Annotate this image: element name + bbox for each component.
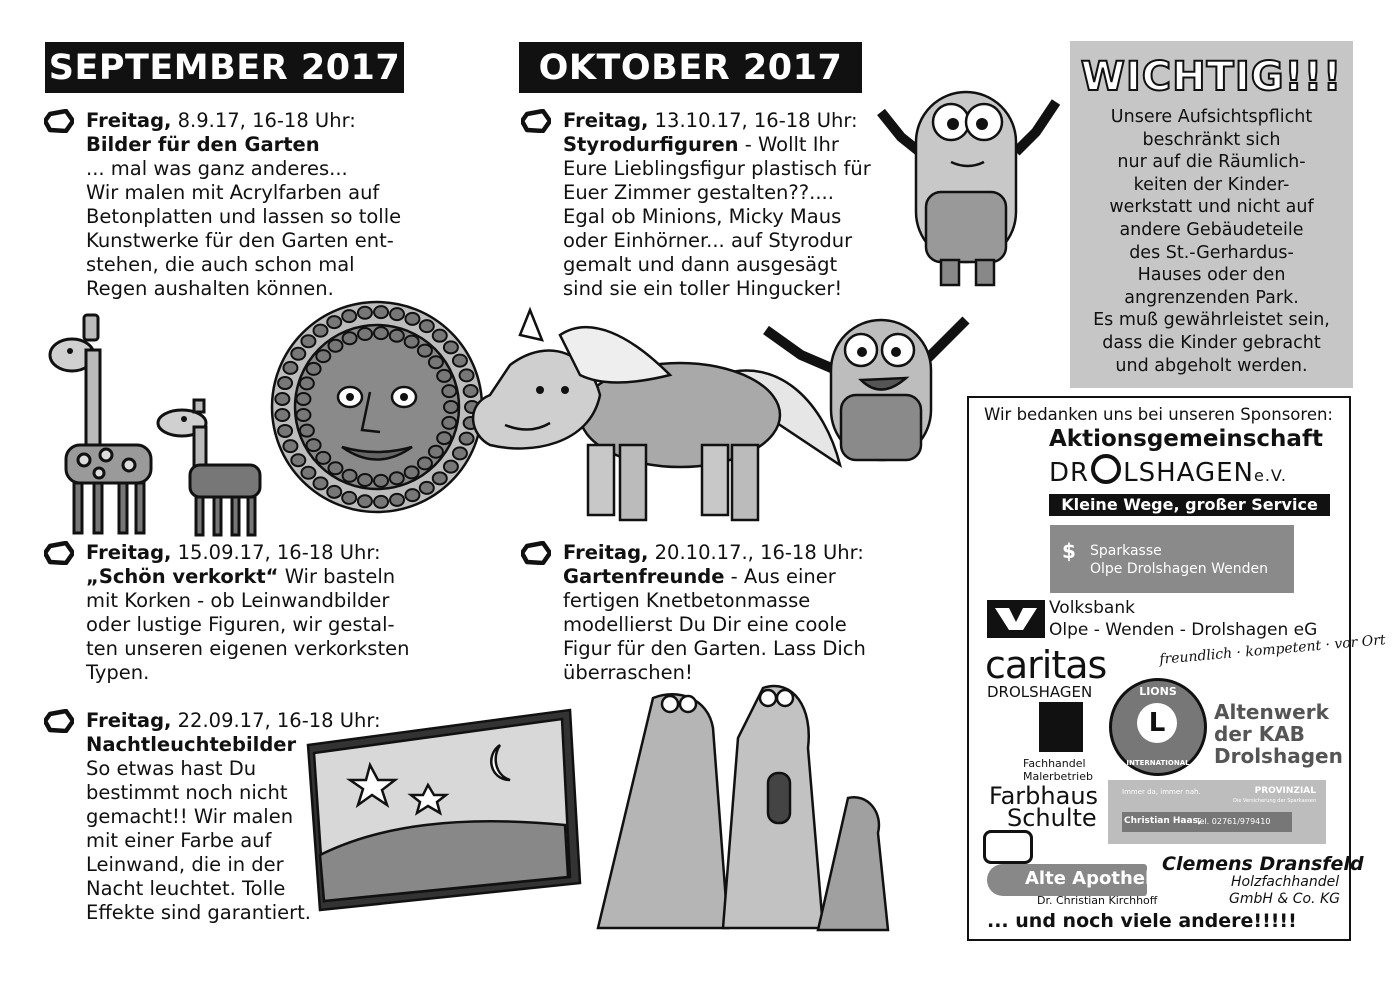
event-line: modellierst Du Dir eine coole	[563, 613, 847, 636]
event-line: Effekte sind garantiert.	[86, 901, 311, 924]
bullet-icon	[521, 541, 551, 565]
pebble	[390, 472, 404, 484]
event-line: Figur für den Garten. Lass Dich	[563, 637, 866, 660]
pebble	[420, 482, 434, 494]
event-line: sind sie ein toller Hingucker!	[563, 277, 843, 300]
pebble	[418, 457, 432, 469]
event-date: 8.9.17, 16-18 Uhr:	[171, 109, 356, 132]
night-canvas-illustration	[300, 705, 585, 915]
volksbank-tagline: freundlich · kompetent · vor Ort	[1158, 632, 1387, 668]
event-sep-2	[86, 541, 409, 685]
pebble	[437, 432, 451, 444]
bullet-icon	[44, 109, 74, 133]
event-title-suffix: - Wollt Ihr	[738, 133, 839, 156]
caritas-name: caritas	[985, 643, 1107, 687]
event-line: bestimmt noch nicht	[86, 781, 288, 804]
pebble	[358, 307, 372, 319]
pebble	[418, 345, 432, 357]
pebble	[444, 341, 458, 353]
provinzial-small: Immer da, immer nah.	[1122, 788, 1201, 796]
sponsors-intro: Wir bedanken uns bei unseren Sponsoren:	[984, 405, 1333, 424]
event-line: Egal ob Minions, Micky Maus	[563, 205, 842, 228]
bullet-icon	[521, 109, 551, 133]
aktion-title: Aktionsgemeinschaft	[1049, 426, 1323, 452]
event-line: Eure Lieblingsfigur plastisch für	[563, 157, 871, 180]
event-line: ... mal was ganz anderes...	[86, 157, 348, 180]
provinzial-sub: Die Versicherung der Sparkassen	[1233, 798, 1316, 804]
pebble	[433, 472, 447, 484]
bullet-icon	[44, 709, 74, 733]
event-title: „Schön verkorkt“	[86, 565, 279, 588]
pebble	[278, 377, 292, 389]
pebble	[301, 335, 315, 347]
notice-box	[1070, 41, 1353, 388]
farbhaus-small-2: Malerbetrieb	[1023, 770, 1093, 783]
notice-title: WICHTIG!!!	[1080, 54, 1343, 100]
lions-logo	[1109, 678, 1207, 776]
pebble	[278, 425, 292, 437]
pebble	[307, 363, 321, 375]
pebble	[300, 377, 314, 389]
sparkasse-logo	[1050, 525, 1294, 593]
pebble	[275, 393, 289, 405]
pebble	[405, 336, 419, 348]
pebble	[358, 474, 372, 486]
notice-line: und abgeholt werden.	[1115, 355, 1308, 376]
volksbank-icon	[987, 600, 1045, 638]
event-line: Wir malen mit Acrylfarben auf	[86, 181, 380, 204]
event-date: 15.09.17, 16-18 Uhr:	[171, 541, 381, 564]
event-line: Leinwand, die in der	[86, 853, 284, 876]
event-line: stehen, die auch schon mal	[86, 253, 355, 276]
event-line: Kunstwerke für den Garten ent-	[86, 229, 394, 252]
pebble	[405, 313, 419, 325]
apotheke-logo	[987, 856, 1169, 907]
event-line: gemalt und dann ausgesägt	[563, 253, 838, 276]
event-line: überraschen!	[563, 661, 693, 684]
pebble	[420, 320, 434, 332]
pebble	[437, 370, 451, 382]
pebble	[374, 475, 388, 487]
pebble	[390, 494, 404, 506]
volksbank-region: Olpe - Wenden - Drolshagen eG	[1049, 620, 1318, 640]
pebble	[291, 348, 305, 360]
altenwerk-line-3: Drolshagen	[1214, 744, 1343, 768]
pebble	[444, 401, 458, 413]
minion-top-illustration	[866, 82, 1076, 292]
aktion-drolshagen-a: DR	[1049, 458, 1090, 488]
notice-line: dass die Kinder gebracht	[1102, 332, 1321, 353]
sparkasse-region: Olpe Drolshagen Wenden	[1090, 561, 1268, 577]
farbhaus-name: Farbhaus	[989, 782, 1099, 810]
farbhaus-name-2: Schulte	[1007, 804, 1097, 832]
event-line: So etwas hast Du	[86, 757, 257, 780]
event-date: 22.09.17, 16-18 Uhr:	[171, 709, 381, 732]
pebble	[390, 308, 404, 320]
event-title: Styrodurfiguren	[563, 133, 739, 156]
event-title-suffix: - Aus einer	[724, 565, 836, 588]
event-title: Gartenfreunde	[563, 565, 725, 588]
pebble	[453, 355, 467, 367]
event-date-label: Freitag,	[86, 109, 172, 132]
apotheke-name: Alte Apotheke	[1025, 868, 1169, 889]
notice-line: nur auf die Räumlich-	[1117, 152, 1306, 173]
september-header: SEPTEMBER 2017	[45, 42, 404, 93]
pebble	[405, 466, 419, 478]
pebble	[296, 409, 310, 421]
pebble	[374, 496, 388, 508]
altenwerk-line-1: Altenwerk	[1214, 700, 1329, 724]
event-date: 20.10.17., 16-18 Uhr:	[648, 541, 864, 564]
event-date: 13.10.17, 16-18 Uhr:	[648, 109, 858, 132]
aktion-ev: e.V.	[1254, 466, 1287, 485]
event-title: Nachtleuchtebilder	[86, 733, 297, 756]
pebble	[301, 467, 315, 479]
sponsors-outro: ... und noch viele andere!!!!!	[987, 910, 1297, 932]
event-line: mit Korken - ob Leinwandbilder	[86, 589, 390, 612]
sparkasse-name: Sparkasse	[1090, 543, 1162, 559]
provinzial-brand: PROVINZIAL	[1254, 786, 1316, 796]
aktion-drolshagen	[1049, 454, 1287, 488]
notice-line: andere Gebäudeteile	[1119, 219, 1304, 240]
pebble	[442, 417, 456, 429]
lions-bottom-text: INTERNATIONAL	[1126, 759, 1190, 767]
notice-line: des St.-Gerhardus-	[1129, 242, 1294, 263]
lions-letter: L	[1137, 703, 1177, 743]
pebble	[314, 325, 328, 337]
pebble	[358, 495, 372, 507]
provinzial-tel: Tel. 02761/979410	[1196, 817, 1271, 826]
altenwerk-line-2: der KAB	[1214, 722, 1305, 746]
event-date-label: Freitag,	[563, 541, 649, 564]
pebble-face-illustration	[262, 282, 492, 532]
pebble	[283, 362, 297, 374]
farbhaus-logo-icon	[1039, 702, 1083, 752]
pebble	[358, 328, 372, 340]
event-date-label: Freitag,	[86, 541, 172, 564]
pebble	[374, 327, 388, 339]
dransfeld-line-2: Holzfachhandel	[1231, 874, 1340, 890]
event-okt-1	[563, 109, 871, 301]
pebble	[343, 470, 357, 482]
pebble	[429, 356, 443, 368]
event-sep-1	[86, 109, 401, 301]
aktion-slogan: Kleine Wege, großer Service	[1049, 494, 1330, 516]
notice-line: werkstatt und nicht auf	[1109, 197, 1314, 218]
event-line: Euer Zimmer gestalten??....	[563, 181, 834, 204]
pebble	[342, 492, 356, 504]
dransfeld-name: Clemens Dransfeld	[1162, 853, 1364, 875]
oktober-header: OKTOBER 2017	[519, 42, 862, 93]
provinzial-card	[1108, 780, 1326, 844]
minion-bottom-illustration	[756, 300, 996, 485]
pebble	[316, 452, 330, 464]
provinzial-agent: Christian Haas,	[1124, 816, 1202, 826]
pebble	[444, 461, 458, 473]
pebble	[327, 486, 341, 498]
event-line: Typen.	[86, 661, 150, 684]
pebble	[316, 350, 330, 362]
event-line: gemacht!! Wir malen	[86, 805, 294, 828]
farbhaus-small-1: Fachhandel	[1023, 757, 1086, 770]
pebble	[275, 409, 289, 421]
pebble	[328, 340, 342, 352]
caritas-region: DROLSHAGEN	[987, 683, 1093, 701]
notice-line: beschränkt sich	[1142, 129, 1281, 150]
event-line: oder lustige Figuren, wir gestal-	[86, 613, 395, 636]
pebble	[433, 330, 447, 342]
event-title-suffix: Wir basteln	[278, 565, 396, 588]
notice-line: Es muß gewährleistet sein,	[1093, 310, 1330, 331]
pebble	[300, 425, 314, 437]
dransfeld-line-3: GmbH & Co. KG	[1229, 891, 1340, 907]
event-line: ten unseren eigenen verkorksten	[86, 637, 410, 660]
event-date-label: Freitag,	[563, 109, 649, 132]
event-line: Regen aushalten können.	[86, 277, 334, 300]
pebble	[442, 385, 456, 397]
event-line: mit einer Farbe auf	[86, 829, 272, 852]
pebble	[296, 393, 310, 405]
notice-line: keiten der Kinder-	[1133, 174, 1290, 195]
pebble	[314, 477, 328, 489]
event-line: fertigen Knetbetonmasse	[563, 589, 811, 612]
pebble	[390, 330, 404, 342]
event-title: Bilder für den Garten	[86, 133, 320, 156]
circle-o-icon	[1091, 454, 1121, 484]
event-date-label: Freitag,	[86, 709, 172, 732]
pebble	[342, 310, 356, 322]
pebble	[328, 462, 342, 474]
event-okt-2	[563, 541, 866, 685]
pebble	[307, 439, 321, 451]
pebble	[343, 332, 357, 344]
pebble	[405, 489, 419, 501]
pebble	[453, 447, 467, 459]
pebble	[291, 454, 305, 466]
notice-body	[1070, 106, 1353, 377]
giraffe-illustration	[44, 305, 294, 540]
event-line: Betonplatten und lassen so tolle	[86, 205, 402, 228]
notice-line: Hauses oder den	[1137, 265, 1286, 286]
event-line: oder Einhörner... auf Styrodur	[563, 229, 853, 252]
notice-line: angrenzenden Park.	[1124, 287, 1299, 308]
pebble	[283, 440, 297, 452]
sponsors-box	[967, 396, 1387, 941]
pebble	[374, 306, 388, 318]
event-line: Nacht leuchtet. Tolle	[86, 877, 286, 900]
aktion-drolshagen-b: LSHAGEN	[1123, 458, 1254, 488]
sparkasse-s-icon: $	[1062, 539, 1076, 563]
pebble	[429, 446, 443, 458]
lions-top-text: LIONS	[1139, 685, 1177, 698]
notice-line: Unsere Aufsichtspflicht	[1110, 107, 1313, 127]
pebble	[327, 316, 341, 328]
volksbank-name: Volksbank	[1049, 598, 1135, 618]
bullet-icon	[44, 541, 74, 565]
apotheke-owner: Dr. Christian Kirchhoff	[1037, 894, 1158, 907]
cement-figures-illustration	[578, 668, 898, 938]
